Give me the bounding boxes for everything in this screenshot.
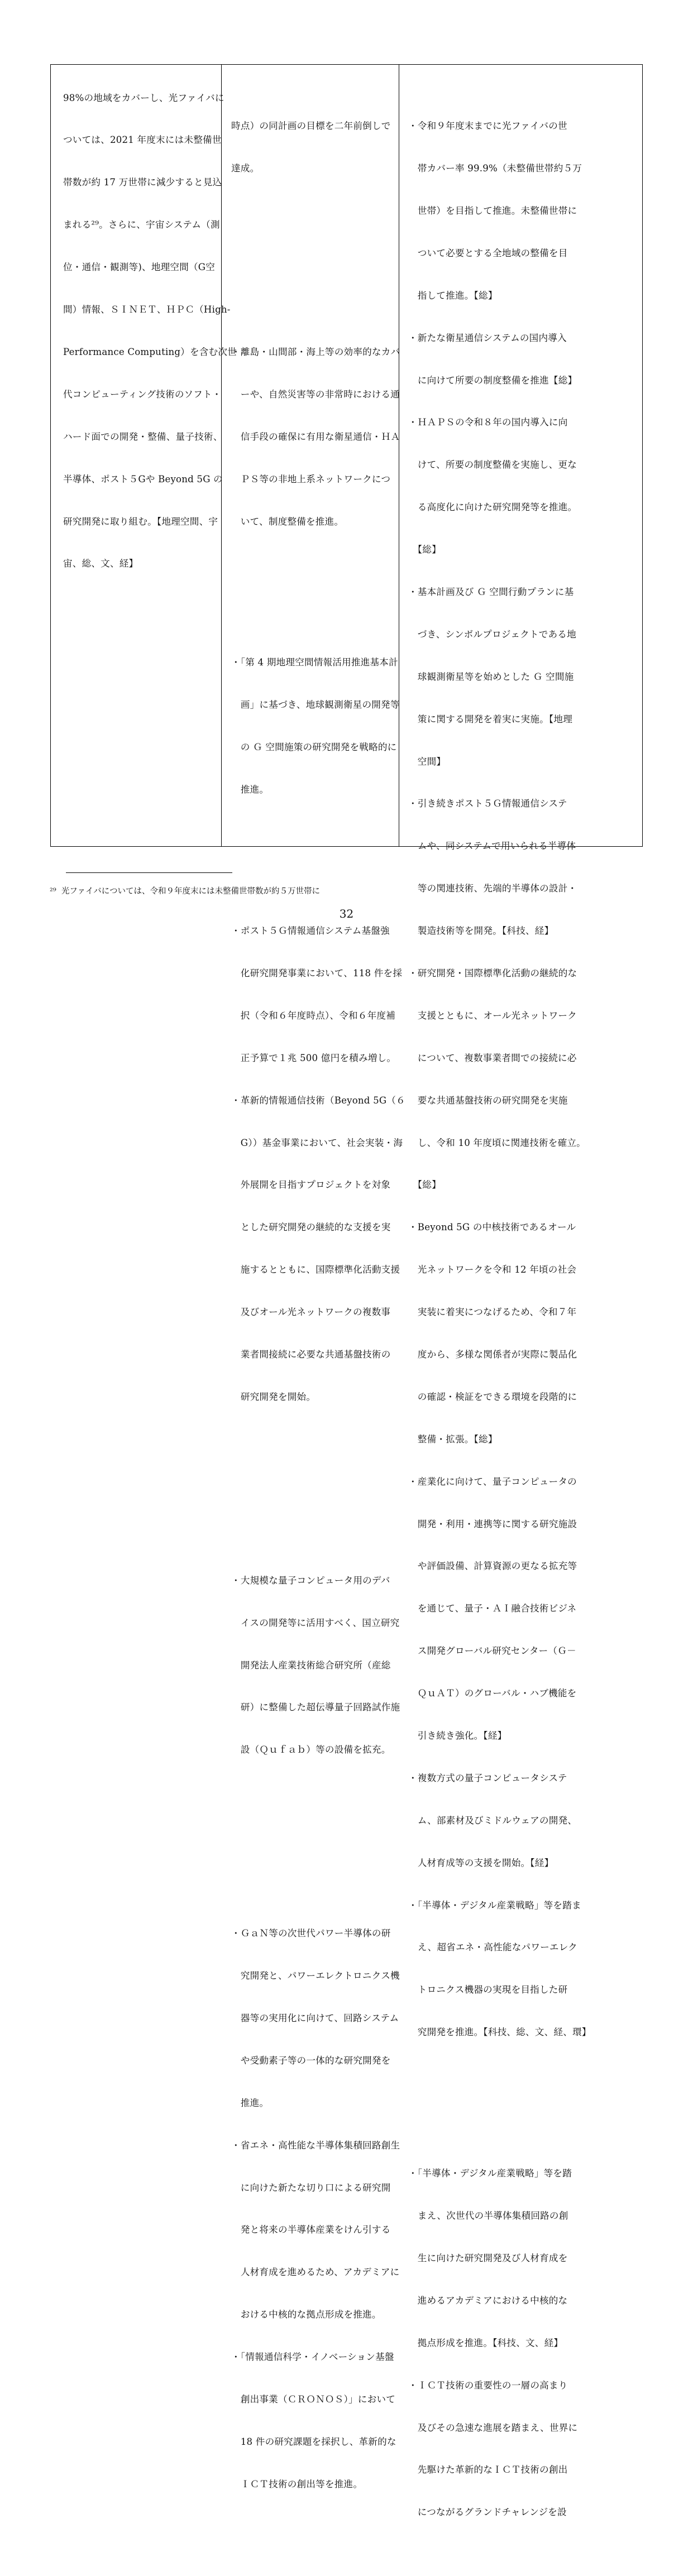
text-line: 指して推進。【総】 [408,290,498,301]
text-line: ・「半導体・デジタル産業戦略」等を踏 [408,2168,572,2179]
text-line: ・ＧａＮ等の次世代パワー半導体の研 [231,1928,391,1939]
text-line: 施するとともに、国際標準化活動支援 [231,1264,400,1275]
text-line: 開発・利用・連携等に関する研究施設 [408,1518,577,1529]
text-line: 18 件の研究課題を採択し、革新的な [231,2436,396,2447]
text-line: トロニクス機器の実現を目指した研 [408,1984,568,1995]
text-line: ・大規模な量子コンピュータ用のデバ [231,1575,390,1586]
text-line: とした研究開発の継続的な支援を実 [231,1222,391,1233]
text-line: 先駆けた革新的なＩＣＴ技術の創出 [408,2464,568,2476]
text-line: の Ｇ 空間施策の研究開発を戦略的に [231,742,397,753]
text-line: ・ＨＡＰＳの令和８年の国内導入に向 [408,417,568,428]
text-line: 代コンピューティング技術のソフト・ [63,388,222,400]
left-column-text [63,63,237,599]
text-line: 設（Ｑｕｆａｂ）等の設備を拡充。 [231,1744,391,1755]
text-block [231,896,405,1432]
text-line: ス開発グローバル研究センター（Ｇ－ [408,1646,576,1657]
text-line: 画」に基づき、地球観測衛星の開発等 [231,699,400,711]
text-block [408,2138,591,2548]
text-line: まれる²⁹。さらに、宇宙システム（測 [63,219,220,231]
text-line: ・研究開発・国際標準化活動の継続的な [408,968,577,978]
text-line: 帯カバー率 99.9%（未整備世帯約５万 [408,163,582,174]
text-line: ム、部素材及びミドルウェアの開発、 [408,1815,577,1826]
text-line: ついて必要とする全地域の整備を目 [408,247,568,258]
text-line: 及びオール光ネットワークの複数事 [231,1307,391,1318]
text-line: 人材育成等の支援を開始。【経】 [408,1857,554,1868]
text-line: 時点）の同計画の目標を二年前倒しで [231,121,391,132]
text-line: 【総】 [408,1179,441,1191]
text-line: 開発法人産業技術総合研究所（産総 [231,1659,391,1671]
text-line: ・複数方式の量子コンピュータシステ [408,1772,567,1783]
text-line: 半導体、ポスト５Gや Beyond 5G の [63,473,223,485]
text-line: 光ネットワークを令和 12 年頃の社会 [408,1264,577,1275]
text-line: 推進。 [231,784,269,795]
text-line: え、超省エネ・高性能なパワーエレク [408,1942,577,1953]
text-line: 外展開を目指すプロジェクトを対象 [231,1179,391,1191]
text-line: に向けた新たな切り口による研究開 [231,2182,391,2193]
text-line: ＩＣＴ技術の創出等を推進。 [231,2478,363,2489]
text-block [408,91,591,2068]
text-line: ・産業化に向けて、量子コンピュータの [408,1476,577,1487]
text-line: 支援とともに、オール光ネットワーク [408,1010,577,1021]
text-line: G））基金事業において、社会実装・海 [231,1137,403,1148]
right-column-text [408,63,591,2576]
text-line: ーや、自然災害等の非常時における通 [231,388,400,400]
text-line: 研究開発を開始。 [231,1391,316,1402]
text-line: ・「情報通信科学・イノベーション基盤 [231,2352,394,2363]
text-line: ・基本計画及び Ｇ 空間行動プランに基 [408,586,574,597]
text-line: 策に関する開発を着実に実施。【地理 [408,713,572,725]
text-line: 究開発を推進。【科技、総、文、経、環】 [408,2027,591,2038]
text-line: おける中核的な拠点形成を推進。 [231,2309,381,2320]
text-line: につながるグランドチャレンジを設 [408,2507,567,2518]
text-line: ついては、2021 年度末には未整備世 [63,135,222,146]
text-line: Performance Computing）を含む次世 [63,346,237,357]
text-line: 器等の実用化に向けて、回路システム [231,2012,399,2023]
text-line: 正予算で１兆 500 億円を積み増し。 [231,1052,396,1063]
text-line: 究開発と、パワーエレクトロニクス機 [231,1970,400,1982]
text-line: る高度化に向けた研究開発等を推進。 [408,502,577,513]
text-line: 達成。 [231,163,260,174]
text-line: 宙、総、文、経】 [63,558,138,569]
text-line: し、令和 10 年度頃に関連技術を確立。 [408,1137,586,1148]
text-line: について、複数事業者間での接続に必 [408,1052,577,1063]
text-line: 進めるアカデミアにおける中核的な [408,2295,568,2306]
text-line: 位・通信・観測等)、地理空間（G空 [63,262,216,273]
text-line: 世帯）を目指して推進。未整備世帯に [408,205,577,216]
text-block [231,1545,405,1785]
middle-column-text [231,63,405,2548]
text-line: まえ、次世代の半導体集積回路の創 [408,2210,568,2222]
text-block [231,627,405,825]
text-line: ・「第 4 期地理空間情報活用推進基本計 [231,657,398,668]
text-line: 要な共通基盤技術の研究開発を実施 [408,1095,568,1106]
text-line: 間）情報、ＳＩＮＥＴ、ＨＰＣ（High- [63,304,231,315]
text-line: を通じて、量子・ＡＩ融合技術ビジネ [408,1603,577,1614]
text-line: 及びその急速な進展を踏まえ、世界に [408,2422,578,2433]
text-line: 発と将来の半導体産業をけん引する [231,2224,391,2236]
text-line: けて、所要の制度整備を実施し、更な [408,459,577,471]
text-line: づき、シンボルプロジェクトである地 [408,629,576,640]
text-line: ・省エネ・高性能な半導体集積回路創生 [231,2140,400,2151]
text-line: イスの開発等に活用すべく、国立研究 [231,1617,400,1628]
text-line: ムや、同システムで用いられる半導体 [408,841,576,852]
text-line: の確認・検証をできる環境を段階的に [408,1391,577,1402]
text-line: ・離島・山間部・海上等の効率的なカバ [231,346,400,357]
text-line: ＱｕＡＴ）のグローバル・ハブ機能を [408,1688,577,1699]
text-line: ・引き続きポスト５Ｇ情報通信システ [408,798,567,809]
text-line: 実装に着実につなげるため、令和７年 [408,1307,577,1318]
text-line: 引き続き強化。【経】 [408,1730,507,1742]
text-line: 創出事業（ＣＲＯＮＯＳ）」において [231,2393,395,2405]
text-line: ・Beyond 5G の中核技術であるオール [408,1222,576,1233]
text-line: ・ＩＣＴ技術の重要性の一層の高まり [408,2380,568,2391]
text-line: 化研究開発事業において、118 件を採 [231,968,403,978]
text-line: 帯数が約 17 万世帯に減少すると見込 [63,177,222,188]
text-line: に向けて所要の制度整備を推進【総】 [408,375,577,386]
text-line: や評価設備、計算資源の更なる拡充等 [408,1561,577,1572]
text-block [231,91,405,204]
text-line: 球観測衛星等を始めとした Ｇ 空間施 [408,671,574,682]
text-line: 研）に整備した超伝導量子回路試作施 [231,1702,400,1713]
text-line: ・ポスト５Ｇ情報通信システム基盤強 [231,925,390,937]
text-line: ・令和９年度末までに光ファイバの世 [408,121,567,132]
text-line: や受動素子等の一体的な研究開発を [231,2055,391,2066]
text-line: 98%の地域をカバーし、光ファイバに [63,92,224,103]
text-block [231,316,405,557]
text-line: 人材育成を進めるため、アカデミアに [231,2267,400,2278]
text-line: 生に向けた研究開発及び人材育成を [408,2253,568,2264]
text-line: ハード面での開発・整備、量子技術、 [63,431,223,442]
text-line: ・革新的情報通信技術（Beyond 5G（６ [231,1095,405,1106]
text-line: 空間】 [408,756,446,767]
text-line: 【総】 [408,544,441,555]
text-line: ＰＳ等の非地上系ネットワークにつ [231,473,391,485]
text-line: 拠点形成を推進。【科技、文、経】 [408,2337,563,2348]
text-block [231,1898,405,2520]
page-number: 32 [339,907,354,920]
text-line: 推進。 [231,2097,269,2108]
text-line: 等の関連技術、先端的半導体の設計・ [408,883,577,894]
text-line: いて、制度整備を推進。 [231,516,344,527]
footnote-rule [66,872,232,873]
text-line: 択（令和６年度時点）、令和６年度補 [231,1010,395,1021]
text-line: 研究開発に取り組む。【地理空間、宇 [63,516,218,527]
text-line: ・新たな衛星通信システムの国内導入 [408,332,567,343]
text-line: 製造技術等を開発。【科技、経】 [408,925,554,937]
text-line: 業者間接続に必要な共通基盤技術の [231,1349,391,1360]
footnote: ²⁹ 光ファイバについては、令和９年度末には未整備世帯数が約５万世帯に [50,887,320,896]
text-line: 信手段の確保に有用な衛星通信・ＨＡ [231,431,400,442]
text-line: 度から、多様な関係者が実際に製品化 [408,1349,577,1360]
text-line: ・「半導体・デジタル産業戦略」等を踏ま [408,1899,581,1911]
text-line: 整備・拡張。【総】 [408,1433,498,1445]
